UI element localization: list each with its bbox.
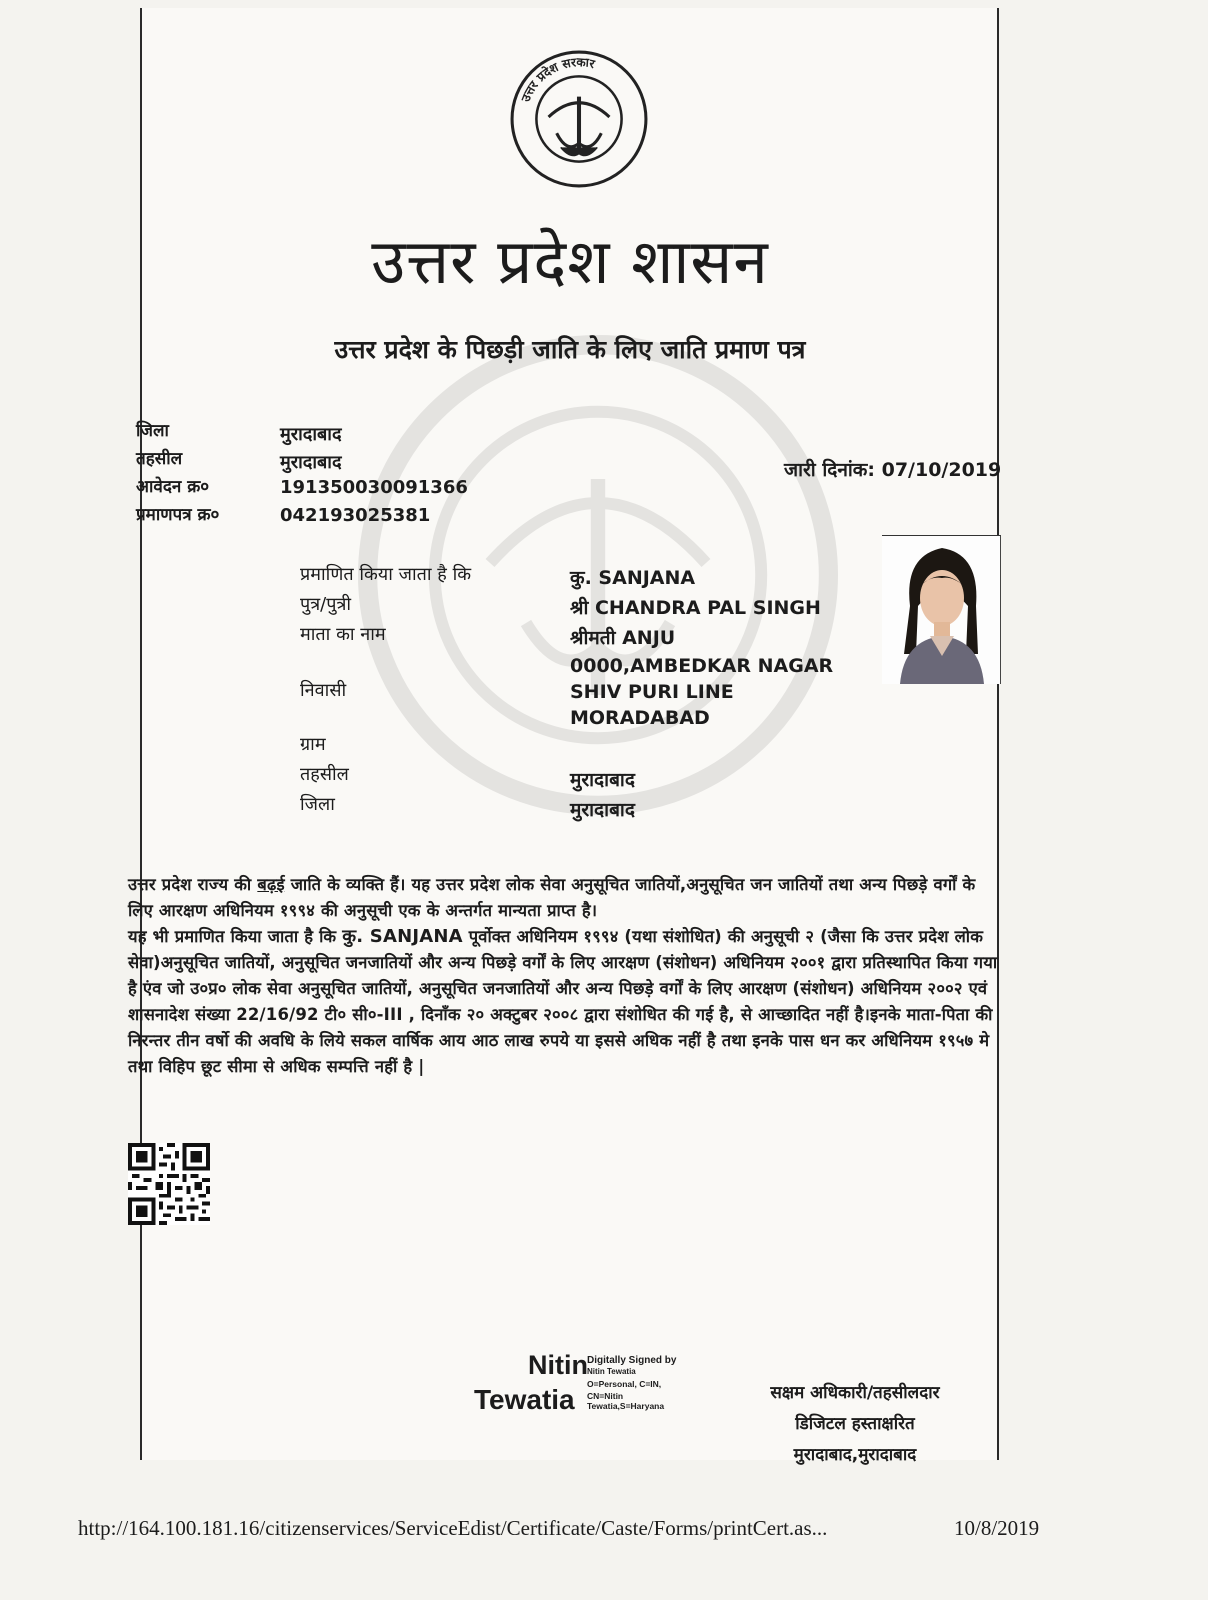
issuing-authority [730,1378,980,1471]
certificate-no-label: प्रमाणपत्र क्र० [136,505,220,525]
address-line-3: MORADABAD [570,707,710,729]
certification-text [128,872,1003,1080]
mother-name: श्रीमती ANJU [570,627,676,649]
father-name: श्री CHANDRA PAL SINGH [570,597,821,619]
issue-date: जारी दिनांक: 07/10/2019 [784,459,1002,481]
digital-line-1: Digitally Signed by [587,1355,677,1366]
details-tehsil-value: मुरादाबाद [570,769,635,791]
application-no-value: 191350030091366 [280,477,468,498]
district-value: मुरादाबाद [280,424,342,445]
print-url: http://164.100.181.16/citizenservices/ServiceEdist/Certificate/Caste/Forms/printCert.as... [78,1516,828,1540]
up-government-emblem-icon [508,48,650,190]
certified-label: प्रमाणित किया जाता है कि [300,564,472,585]
details-tehsil-label: तहसील [300,764,349,785]
certificate-no-value: 042193025381 [280,505,431,526]
digital-signature-details [587,1354,697,1412]
district-label: जिला [136,421,169,441]
paragraph2-intro: यह भी प्रमाणित किया जाता है कि [128,927,343,946]
digital-line-2: Nitin Tewatia [587,1367,636,1376]
applicant-photo [882,535,1001,684]
main-title: उत्तर प्रदेश शासन [371,225,769,298]
digital-line-3: O=Personal, C=IN, [587,1379,662,1389]
address-line-2: SHIV PURI LINE [570,681,734,703]
details-district-value: मुरादाबाद [570,799,635,821]
caste-name: बढ़ई [257,875,285,894]
relation-label: पुत्र/पुत्री [300,594,352,615]
resident-label: निवासी [300,680,347,701]
paragraph2-text: पूर्वोक्त अधिनियम १९९४ (यथा संशोधित) की अनुसूची २ (जैसा कि उत्तर प्रदेश लोक सेवा)अनुसूचित जातियों, अनुसूचित जनजातियों और अन्य पिछड़े वर्गों के लिए आरक्षण (संशोधन) अधिनियम २००१ द्वारा प्रतिस्थापित किया गया है एंव जो उ०प्र० लोक सेवा अनुसूचित जातियों, अनुसूचित जनजातियों और अन्य पिछड़े वर्गों के लिए आरक्षण (संशोधन) अधिनियम २००२ एवं शासनादेश संख्या 22/16/92 टी० सी०-III , दिनाँक २० अक्टुबर २००८ द्वारा संशोधित की गई है, से आच्छादित नहीं है।इनके माता-पिता की निरन्तर तीन वर्षो की अवधि के लिये सकल वार्षिक आय आठ लाख रुपये या इससे अधिक नहीं है तथा इनके पास धन कर अधिनियम १९५७ मे तथा विहिप छूट सीमा से अधिक सम्पत्ति नहीं है | [128,927,998,1076]
authority-digital-signed: डिजिटल हस्ताक्षरित [795,1414,915,1434]
digital-line-5: Tewatia,S=Haryana [587,1401,665,1411]
paragraph1-text: जाति के व्यक्ति हैं। यह उत्तर प्रदेश लोक सेवा अनुसूचित जातियों,अनुसूचित जन जातियों तथा अन्य पिछड़े वर्गों के लिए आरक्षण अधिनियम १९९४ की अनुसूची एक के अन्तर्गत मान्यता प्राप्त है। [128,875,976,920]
qr-code-icon [128,1140,210,1228]
mother-label: माता का नाम [300,624,386,645]
tehsil-value: मुरादाबाद [280,452,342,473]
emblem-ring-text: उत्तर प्रदेश सरकार [518,54,597,104]
details-district-label: जिला [300,794,335,815]
village-label: ग्राम [300,734,326,755]
certificate-subtitle: उत्तर प्रदेश के पिछड़ी जाति के लिए जाति प्रमाण पत्र [334,335,806,364]
address-line-1: 0000,AMBEDKAR NAGAR [570,655,834,677]
signer-first-name: Nitin [528,1350,588,1380]
paragraph2-name: कु. SANJANA [342,926,463,947]
svg-text:उत्तर प्रदेश सरकार [518,55,597,105]
signer-last-name: Tewatia [474,1384,575,1415]
authority-location: मुरादाबाद,मुरादाबाद [793,1445,917,1465]
tehsil-label: तहसील [136,449,183,469]
paragraph1-intro: उत्तर प्रदेश राज्य की [128,875,258,894]
authority-title: सक्षम अधिकारी/तहसीलदार [770,1383,940,1403]
digital-line-4: CN=Nitin [587,1391,624,1401]
applicant-name: कु. SANJANA [570,567,696,589]
print-date: 10/8/2019 [954,1516,1040,1540]
application-no-label: आवेदन क्र० [136,477,210,497]
